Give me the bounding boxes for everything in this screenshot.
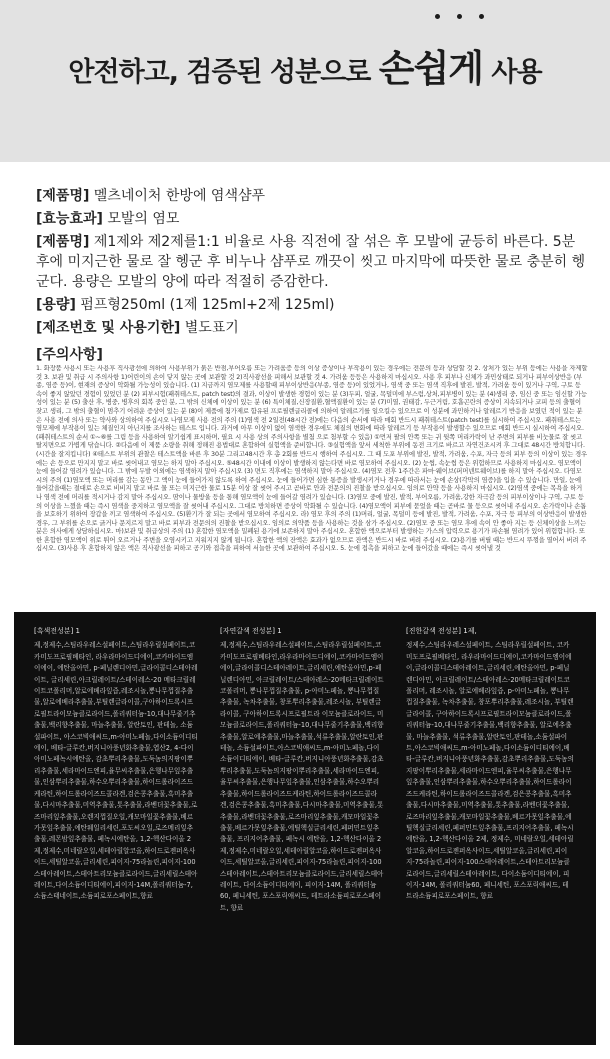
- caution-title: [주의사항]: [36, 347, 103, 363]
- usage-row: [36, 232, 586, 292]
- efficacy-label: [효능효과]: [36, 211, 103, 227]
- volume-value: 펌프형250ml (1제 125ml+2제 125ml): [80, 297, 335, 313]
- ingredients-natural-brown: [220, 626, 385, 1038]
- headline-emphasis: 손쉽게: [378, 47, 483, 90]
- lot-row: [36, 318, 586, 338]
- ingredients-black-title: [흑색전성분] 1: [34, 627, 80, 635]
- efficacy-row: [36, 209, 586, 229]
- product-info: [36, 186, 586, 368]
- usage-value: 제1제와 제2제를1:1 비율로 사용 직전에 잘 섞은 후 모발에 균등히 바른다. 5분 후에 미지근한 물로 잘 헹군 후 비누나 샴푸로 깨끗이 씻고 마지막에 따뜻한 물로 충분히 헹군다. 용량은 모발의 양에 따라 적절히 증감한다.: [36, 234, 586, 290]
- ingredients-dark-brown-title: [진한갈색 전성분] 1제,: [406, 627, 477, 635]
- ingredients-black-text: 제,정제수,스팀라우레스설페이트,스팀라우릴설페이트,코카미도프로필베타인, 라우라마이드디에이,코카마이드엠이에이, 에탄올아민, p-페닐렌디아민,글라이콜디스테아레이트, 글리세린,아크릴레이트/스테이레스-20 메타크릴레이트코폴리머,알로에베라잎즙,레조시놀,뽕나무껍질추출물,알로에베라추출물,부틸렌글라이콜,구아하이드록시프로필트라이모늄클로라이드,폴리쿼터늄-10,대나무줄기추출물,백리향추출물, 마늘추출물, 알란토인, 판테놀, 소듐설파이트, 아스코빅애씨드,m-아미노페놀,다이소듐이디티에이, 베타-글루칸,버지니아풍년화추출물,엽산2, 4-다이아미노페녹시에탄올, 감초뿌리추출물,도둑놈의지팡이뿌리추출물,세라마이드엔피,율무씨추출물,은행나무잎추출물,인삼뿌리추출물,하수오뿌리추출물,하이드롤라이즈드케라틴,하이드롤라이즈드콜라겐,검은콩추출물,흑미추출물,다시마추출물,미역추출물,톳추출물,라벤더꽃추출물,로즈마리잎추출물,오렌지껍질오일,캐모마일꽃추출물,베르가못잎추출물,에탄웨일리세린,포도씨오일,로즈메리잎추출물,레몬밤잎추출물, 페녹시에탄올, 1,2-헥산다이올 2 제,정제수,미네랄오일,세테아릴알코올,하이드로젠퍼옥사이드,세틸알코올,글리세린,피이지-75라놀린,피이지-100 스테아레이트,스테아트리모늄클로라이드,글리세릴스테아레이트,다이소듐이디티에이,피이지-14M,폴리쿼터늄-7,소듐스태네이트,소듐피로포스페이트,향료: [34, 641, 198, 901]
- volume-row: [36, 295, 586, 315]
- product-name-label: [제품명]: [36, 188, 90, 204]
- efficacy-value: 모발의 염모: [107, 211, 180, 227]
- ingredients-natural-brown-title: [자연갈색 전성분] 1: [220, 627, 282, 635]
- headline-banner: [0, 0, 610, 162]
- product-name-row: [36, 186, 586, 206]
- headline-part2: 사용: [483, 57, 542, 88]
- caution-text: 1. 화장품 사용시 또는 사용후 직사광선에 의하여 사용부위가 붉은 반점,부어오름 또는 가려움증 등의 이상 증상이나 부작용이 있는 경우에는 전문의 등과 상담할 것 2. 상처가 있는 부위 등에는 사용을 자제할 것 3. 보관 및 취급 시 주의사항 1)어린이의 손이 닿지 않는 곳에 보관할 것 2)직사광선을 피해서 보관할 것 4. 가려움 등등은 사용하지 마십시오. 사용 후 피부나 신체가 과민상태로 되거나 피부이상반응 (부종, 염증 등)이, 현재의 증상이 악화될 가능성이 있습니다. (1) 지금까지 염모제를 사용할때 피부이상반응(부종, 염증 등)이 있었거나, 염색 중 또는 염색 직후에 발진, 발적, 가려움 등이 있거나 구역, 구토 등 속이 좋지 않았던 경험이 있었던 분 (2) 피부시험(패취테스트, patch test)의 결과, 이상이 발생한 경험이 있는 분 (3)두피, 얼굴, 목덜미에 부스럼,상처,피부병이 있는 분 (4)생리 중, 임신 중 또는 임신할 가능성이 있는 분 (5) 출산 후, 병중, 병후의 회복 중인 분, 그 밖의 신체에 이상이 있는 분 (6) 특이체질,신장질환,혈액질환이 있는 분 (7)미열, 권태감, 두근거림, 호흡곤란의 증상이 지속되거나 코피 등의 출혈이 잦고 생리, 그 밖의 출혈이 멈추기 어려운 증상이 있는 분 (8)이 제품에 첨가제로 함유된 프로필렌글리콜에 의하여 알레르기를 일으킬수 있으므로 이 성분에 과민하거나 알레르기 반응을 보였던 적이 있는 분은 사용 전에 의사 또는 약사와 상의하여 주십시오 나염모제 사용 전의 주의 (1)염색 전 2일전(48시간 전)에는 다음의 순서에 따라 매회 반드시 패취테스트(patch test)를 실시하여 주십시오. 패취테스트는 염모제에 부작용이 있는 체질인지 아닌지를 조사하는 테스트 입니다. 과거에 아무 이상이 없이 염색한 경우에도 체질의 변화에 따라 알레르기 등 부작용이 발생할수 있으므로 매회 반드시 실시하여 주십시오. (패취테스트의 순서 ①~⑥를 그림 등을 사용하여 알기쉽게 표시하며, 필요 시 사용 상의 주의사항을 별첨 으로 첨부할 수 있음) ①먼저 팔의 안쪽 또는 귀 뒷쪽 머리카락이 난 주변의 피부를 비눗물로 잘 씻고 탈지면으로 가볍게 닦습니다. ②다음에 이 제품 소량을 취해 정해진 용법대로 혼합하여 실험액을 준비합니다. ③실험액을 앞서 세척한 부위에 동전 크기로 바르고 자연건조시켜 후 그대로 48시간 방치합니다.(시간을 잘지킵니다) ④테스트 부위의 관찰은 테스트액을 바른 후 30분 그리고48시간 후 총 2회를 반드시 행하여 주십시오. 그 때 도포 부위에 발진, 발적, 가려움, 수포, 자극 등의 피부 등의 이상이 있는 경우에는 손 등으로 만지지 말고 바로 씻어내고 염모는 하지 말아 주십시오. ⑤48시간 이내에 이상이 발생하지 않는다면 바로 염모하여 주십시오. (2) 눈썹, 속눈썹 등은 위험하므로 사용하지 마십시오. 염모액이 눈에 들어갈 염려가 있습니다. 그 밖에 두발 이외에는 염색하지 말아 주십시오 (3) 면도 직후에는 염색하지 말아 주십시오. (4)염모 전후 1주간은 파마·웨이브(퍼머넨트웨이브)를 하지 말아 주십시오. 다염모 시의 주의 (1)염모액 또는 머리를 감는 동안 그 액이 눈에 들어가지 않도록 하여 주십시오. 눈에 들어가면 심한 통증을 발생시키거나 경우에 따라서는 눈에 손상(각막의 염증)을 입을 수 있습니다. 만일, 눈에 들어갔을때는 절대로 손으로 비비지 말고 바로 물 또는 미지근한 물로 15분 이상 잘 씻어 주시고 곧바로 안과 전문의의 진찰을 받으십시오. 임의로 안약 등을 사용하지 마십시오. (2)염색 중에는 목욕을 하거나 염색 전에 머리를 적시거나 감지 말아 주십시오. 땀이나 물방울 등을 통해 염모액이 눈에 들어갈 염려가 있습니다. (3)염모 중에 발진, 발적, 부어오름, 가려움,강한 자극감 등의 피부이상이나 구역, 구토 등의 이상을 느꼈을 때는 즉시 염색을 중지하고 염모액을 잘 씻어내 주십시오. 그대로 방치하면 증상이 악화될 수 있습니다. (4)염모액이 피부에 묻었을 때는 곧바로 물 등으로 씻어내 주십시오. 손가락이나 손톱을 보호하기 위하여 장갑을 끼고 염색하여 주십시오. (5)환기가 잘 되는 곳에서 염모하여 주십시오. 라) 염모 후의 주의 (1)머리, 얼굴, 목덜미 등에 발진, 발적, 가려움, 수포, 자극 등 피부의 이상반응이 발생한 경우, 그 부위를 손으로 긁거나 문지르지 말고 바로 피부과 전문의의 진찰을 받으십시오. 임의로 의약품 등을 사용하는 것을 삼가 주십시오. (2)염모 중 또는 염모 후에 속이 안 좋아 지는 등 신체이상을 느끼는 분은 의사에게 상담하십시오. 마)보관 및 취급상의 주의 (1) 혼합한 염모액을 밀폐된 용기에 보존하지 말아 주십시오. 혼합한 액으로부터 발생하는 가스의 압력으로 용기가 파손될 염려가 있어 위험합니다. 또한 혼합한 염모액이 위로 튀어 오르거나 주변을 오염시키고 지워지지 않게 됩니다. 혼합한 액의 잔액은 효과가 없으므로 잔액은 반드시 바로 버려 주십시오. (2)용기를 버릴 때는 반드시 뚜껑을 열어서 버려 주십시오. (3)사용 후 혼합하지 않은 액은 직사광선을 피하고 공기와 접촉을 피하여 서늘한 곳에 보관하여 주십시오. 5. 눈에 접촉을 피하고 눈에 들어갔을 때에는 즉시 씻어낼 것: [36, 365, 588, 553]
- usage-label: [제품명]: [36, 234, 90, 250]
- product-name-value: 멜츠네이처 한방에 염색샴푸: [93, 188, 266, 204]
- ingredients-dark-brown-text: 정제수,스팀라우레스설페이트, 스팀라우릴설페이트, 코카미도프로필베타인, 라우라마이드디에이,코카마이드엠이에이,글라이콜디스테아레이트,글리세린,에탄올아민, p-페닐렌디아민, 아크릴레이트/스테아레스-20메타크릴레이트코폴리머, 레조시놀, 알로에베라잎즙, p-아미노페놀, 뽕나무껍질추출물, 녹차추출물, 창포뿌리추출물,레조시놀, 부틸렌글라이콜, 구아하이드록시프로필트라이모늄클로라이드,폴리쿼터늄-10,대나무줄기추출물,백리향추출물, 알로에추출물, 마늘추출물, 석류추출물,알란토인,판테놀,소듐설파이트,아스코빅애씨드,m-아미노페놀,다이소듐이디티에이,베타-글루칸,버지니아풍년화추출물,감초뿌리추출물,도둑놈의지팡이뿌리추출물,세라마이드엔피,율무씨추출물,은행나무잎추출물,인삼뿌리추출물,하수오뿌리추출물,하이드롤라이즈드케라틴,하이드롤라이즈드콜라겐,검은콩추출물,흑미추출물,다시마추출물,미역추출물,톳추출물,라벤더꽃추출물,로즈마리잎추출물,캐모마일꽃추출물,베르가못잎추출물,에틸헥실글리세린,페퍼민트잎추출물,프리지어추출물, 페녹시 에탄올, 1,2-헥산다이올 2제, 정제수, 미네랄오일,세테아릴알코올,하이드로젠퍼옥사이드,세틸알코올,글리세린,피이지-75라놀린,피이지-100스테아레이트,스테아트리모늄클로라이드,글리세릴스테아레이트, 다이소듐이디티에이, 피이지-14M, 폴리쿼터늄60, 페니세틴, 포스포릭애씨드, 테트라소듐피로포스페이트, 향료: [406, 641, 574, 901]
- ingredients-black: [34, 626, 199, 1038]
- ingredients-natural-brown-text: 제,정제수,스팀라우레스설페이트,스팀라우릴설페이트,코카미도프로필베타인,라우라마이드디에이,코카마이드엠이에이,글라이콜디스테아레이트,글리세린,에탄올아민,p-페닐렌디아민, 아크릴레이트/스테아레스-20메타크릴레이트코폴리머, 뽕나무껍질추출물, p-아미노페놀, 뽕나무껍질추출물, 녹차추출물, 창포뿌리추출물,레조시놀, 부틸렌글라이콜, 구아하이드록시프로필트라 이모늄클로라이드, 미모늄클로라이드,폴리쿼터늄-10,대나무줄기추출물,백리향추출물,알로에추출물,마늘추출물,석류추출물,알란토인,판테놀, 소듐설파이트,아스코빅애씨드,m-아미노페놀,다이소듐이디티에이, 베타-글루칸,버지니아풍년화추출물,감초뿌리추출물,도둑놈의지팡이뿌리추출물,세라마이드엔피,율무씨추출물,은행나무잎추출물,인삼추출물,하수오뿌리추출물,하이드롤라이즈드케라틴,하이드롤라이즈드콜라겐,검은콩추출물,흑미추출물,다시마추출물,미역추출물,톳추출물,라벤더꽃추출물,로즈마리잎추출물,캐모마일꽃추출물,베르가못잎추출물,에틸헥실글리세린,페퍼민트잎추출물, 프리지어추출물, 페녹시 에탄올, 1,2-헥산다이올 2제,정제수,미네랄오일,세테아릴알코올,하이드로젠퍼옥사이드,세틸알코올,글리세린,피이지-75라놀린,피이지-100스테아레이트,스테아트리모늄클로라이드,글리세릴스테아레이트, 다이소듐이디티에이, 피이지-14M, 폴리쿼터늄60, 페니세틴, 포스포릭애씨드, 테트라소듐피로포스페이트, 향료: [220, 641, 384, 912]
- volume-label: [용량]: [36, 297, 76, 313]
- emphasis-dots: [433, 14, 493, 24]
- lot-label: [제조번호 및 사용기한]: [36, 320, 181, 336]
- ingredients-panel: [14, 612, 596, 1045]
- banner-headline: [0, 38, 610, 92]
- lot-value: 별도표기: [184, 320, 239, 336]
- headline-part1: 안전하고, 검증된 성분으로: [68, 57, 379, 88]
- ingredients-dark-brown: [406, 626, 574, 1038]
